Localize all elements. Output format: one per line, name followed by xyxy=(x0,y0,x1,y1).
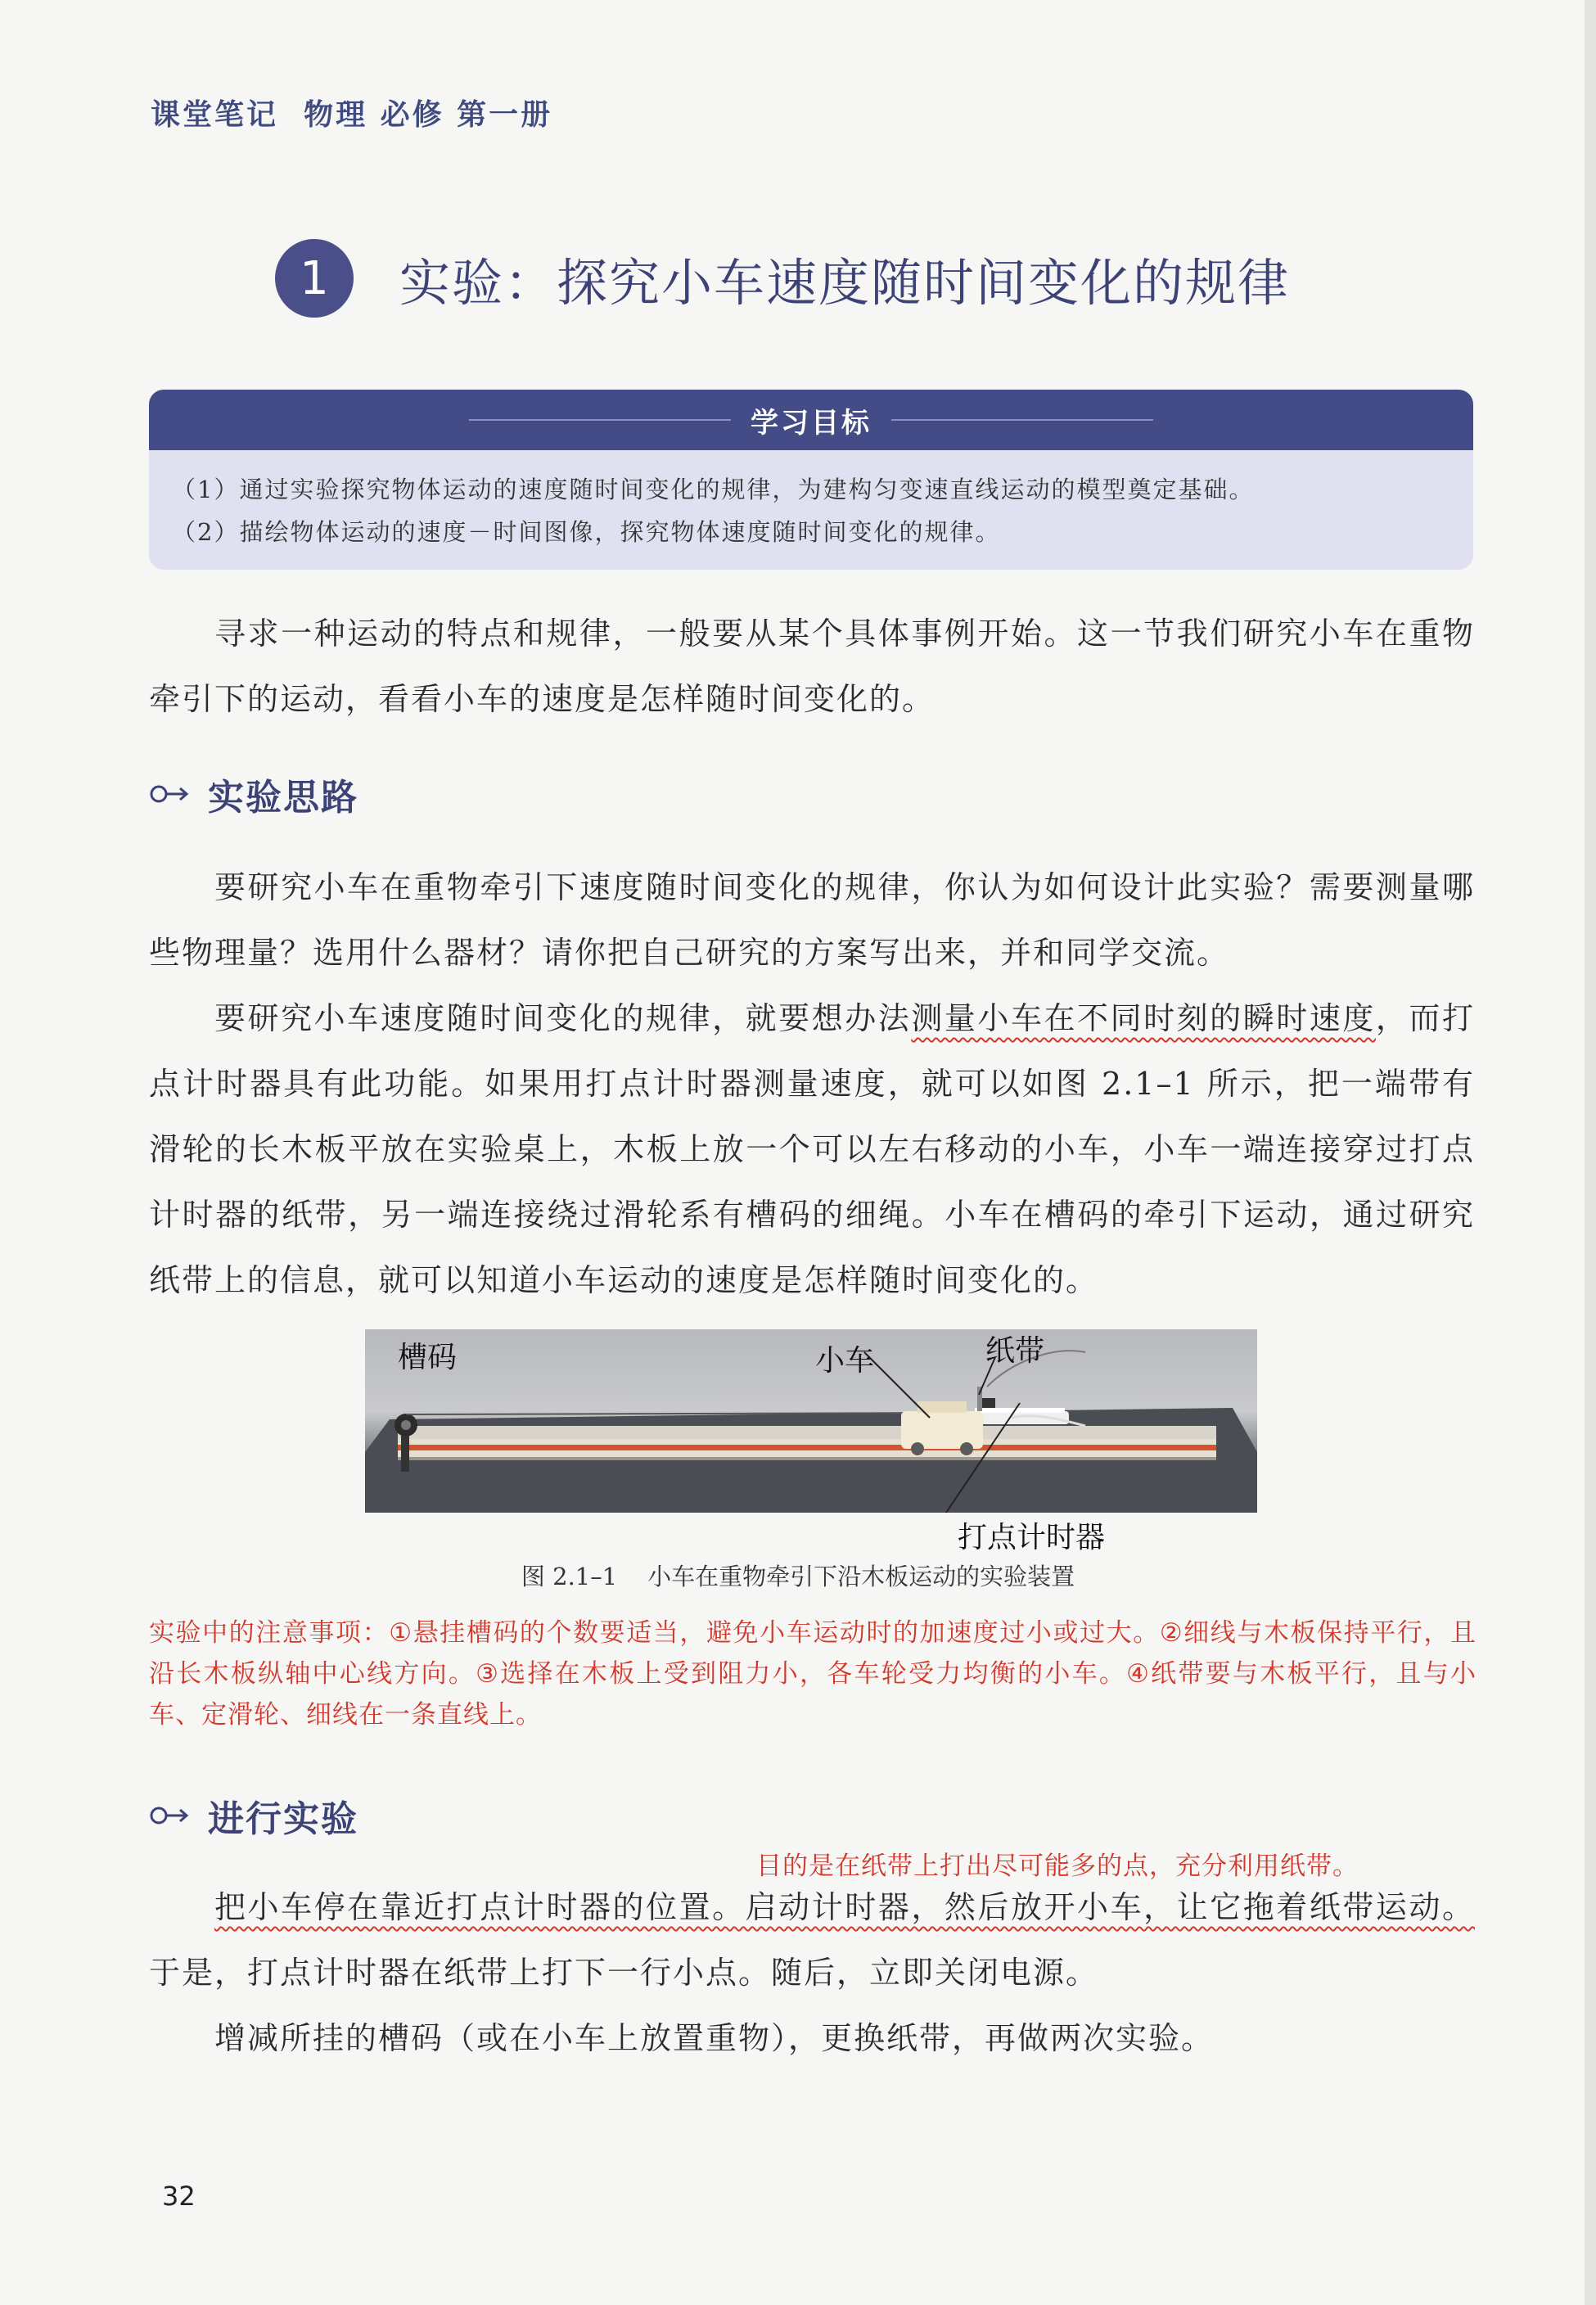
intro-paragraph: 寻求一种运动的特点和规律，一般要从某个具体事例开始。这一节我们研究小车在重物牵引下的运动，看看小车的速度是怎样随时间变化的。 xyxy=(149,616,1475,717)
idea-paragraph-2 xyxy=(149,986,1475,1313)
figure-caption: 图 2.1–1 小车在重物牵引下沿木板运动的实验装置 xyxy=(521,1563,1075,1590)
intro-paragraph-block xyxy=(149,601,1475,732)
page-edge xyxy=(1585,0,1596,2305)
handwritten-note: 实验中的注意事项：①悬挂槽码的个数要适当，避免小车运动时的加速度过小或过大。②细线与木板保持平行，且沿长木板纵轴中心线方向。③选择在木板上受到阻力小，各车轮受力均衡的小车。④纸带要与木板平行，且与小车、定滑轮、细线在一条直线上。 xyxy=(149,1618,1477,1730)
procedure-paragraph-2: 增减所挂的槽码（或在小车上放置重物），更换纸带，再做两次实验。 xyxy=(214,2020,1215,2056)
subheading-text: 实验思路 xyxy=(208,777,358,819)
section-title xyxy=(275,239,1290,318)
learning-goals-header xyxy=(149,390,1473,450)
procedure-paragraph-1 xyxy=(149,1874,1475,2005)
subheading-conduct-experiment xyxy=(149,1791,358,1840)
idea-text-a: 要研究小车速度随时间变化的规律，就要想办法 xyxy=(214,1000,912,1036)
wavy-underlined-text: 测量小车在不同时刻的瞬时速度 xyxy=(911,1000,1376,1036)
procedure-text: 于是，打点计时器在纸带上打下一行小点。随后，立即关闭电源。 xyxy=(149,1955,1099,1991)
idea-paragraph-1: 要研究小车在重物牵引下速度随时间变化的规律，你认为如何设计此实验？需要测量哪些物理量？选用什么器材？请你把自己研究的方案写出来，并和同学交流。 xyxy=(149,869,1475,971)
idea-text-b: ，而打点计时器具有此功能。如果用打点计时器测量速度，就可以如图 2.1–1 所示，把一端带有滑轮的长木板平放在实验桌上，木板上放一个可以左右移动的小车，小车一端连接穿过打点计时器的纸带，另一端连接绕过滑轮系有槽码的细绳。小车在槽码的牵引下运动，通过研究纸带上的信息，就可以知道小车运动的速度是怎样随时间变化的。 xyxy=(149,1000,1475,1298)
wavy-underlined-text: 把小车停在靠近打点计时器的位置。启动计时器，然后放开小车，让它拖着纸带运动。 xyxy=(214,1889,1475,1925)
label-weights: 槽码 xyxy=(398,1341,458,1374)
procedure-paragraphs xyxy=(149,1874,1475,2071)
circle-arrow-icon xyxy=(149,783,192,805)
header-rule-left xyxy=(469,419,731,421)
idea-paragraphs xyxy=(149,855,1475,1313)
learning-goals-box xyxy=(149,390,1473,570)
label-timer: 打点计时器 xyxy=(958,1521,1106,1554)
learning-goal-item: （2）描绘物体运动的速度－时间图像，探究物体速度随时间变化的规律。 xyxy=(172,518,1001,546)
header-rule-right xyxy=(891,419,1153,421)
learning-goals-title: 学习目标 xyxy=(751,406,872,440)
label-cart: 小车 xyxy=(815,1344,875,1378)
page-number: 32 xyxy=(162,2181,196,2212)
subheading-text: 进行实验 xyxy=(208,1798,358,1840)
section-heading: 实验：探究小车速度随时间变化的规律 xyxy=(399,252,1291,313)
subheading-experiment-idea xyxy=(149,769,358,819)
apparatus-photo xyxy=(365,1329,1257,1513)
label-tape: 纸带 xyxy=(985,1334,1045,1368)
section-number-badge: 1 xyxy=(275,239,354,318)
apparatus-illustration xyxy=(365,1329,1257,1513)
circle-arrow-icon xyxy=(149,1804,192,1827)
running-head: 课堂笔记 物理 必修 第一册 xyxy=(151,98,553,132)
learning-goal-item: （1）通过实验探究物体运动的速度随时间变化的规律，为建构匀变速直线运动的模型奠定基础。 xyxy=(172,476,1255,503)
margin-annotation: 目的是在纸带上打出尽可能多的点，充分利用纸带。 xyxy=(756,1852,1359,1881)
